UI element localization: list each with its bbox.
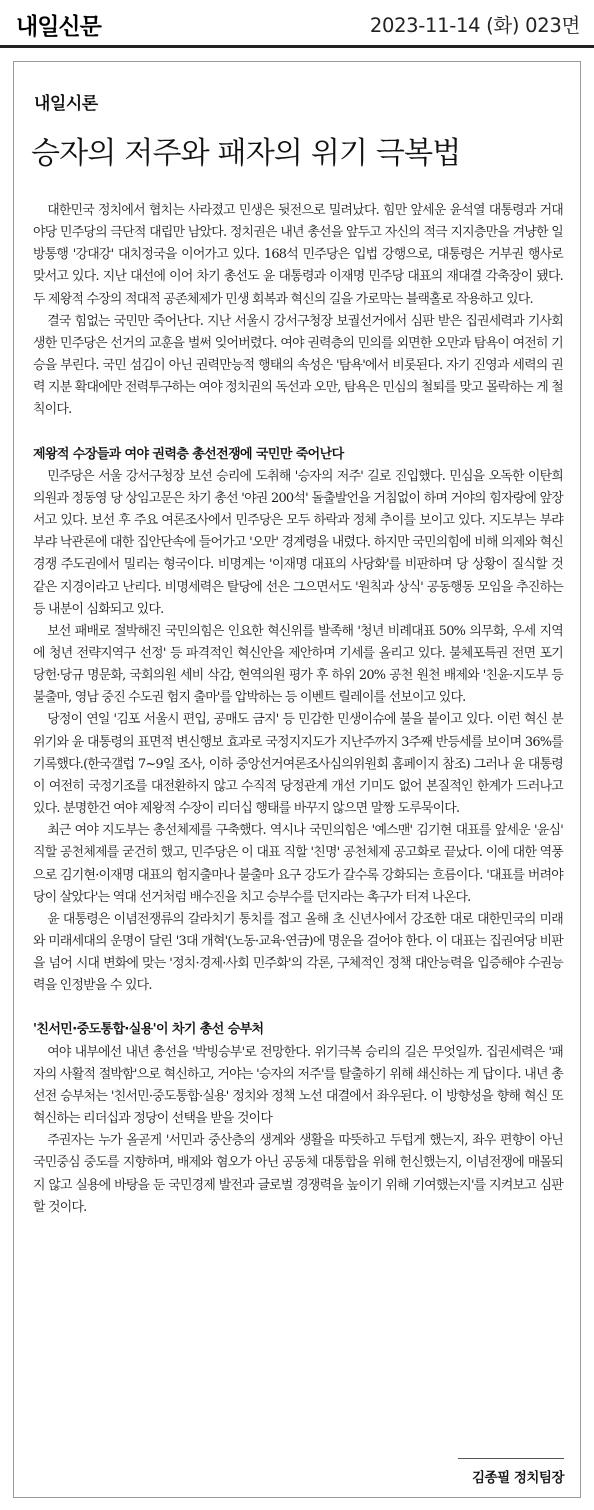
masthead-bar [0,0,594,48]
subheading: 제왕적 수장들과 여야 권력층 총선전쟁에 국민만 죽어난다 [33,446,344,462]
article-body [33,200,563,1219]
paragraph: 주권자는 누가 올곧게 '서민과 중산층의 생계와 생활을 따뜻하고 두텁게 했는지, 좌우 편향이 아닌 국민중심 중도를 지향하며, 배제와 혐오가 아닌 공동체 대통합을 위해 헌신했는지, 이념전쟁에 매몰되지 않고 실용에 바탕을 둔 국민경제 발전과 글로벌 경쟁력을 높이기 위해 기여했는지'를 지켜보고 심판할 것이다. [33,1133,563,1215]
paragraph: 최근 여야 지도부는 총선체제를 구축했다. 역시나 국민의힘은 '예스맨' 김기현 대표를 앞세운 '윤심' 직할 공천체제를 굳건히 했고, 민주당은 이 대표 직할 '친명' 공천체제 공고화로 끝났다. 이에 대한 역풍으로 김기현·이재명 대표의 험지출마나 불출마 요구 강도가 갈수록 강화되는 흐름이다. '대표를 버려야 당이 살았다'는 역대 선거처럼 배수진을 치고 승부수를 던지라는 촉구가 터져 나온다. [33,823,563,905]
paragraph: 당정이 연일 '김포 서울시 편입, 공매도 금지' 등 민감한 민생이슈에 불을 붙이고 있다. 이런 혁신 분위기와 윤 대통령의 표면적 변신행보 효과로 국정지지도가 지난주까지 3주째 반등세를 보이며 36%를 기록했다.(한국갤럽 7~9일 조사, 이하 중앙선거여론조사심의위원회 홈페이지 참조) 그러나 윤 대통령이 여전히 국정기조를 대전환하지 않고 수직적 당정관계 개선 기미도 없어 본질적인 한계가 드러나고 있다. 분명한건 여야 제왕적 수장이 리더십 행태를 바꾸지 않으면 말짱 도루묵이다. [33,712,563,817]
paragraph: 결국 힘없는 국민만 죽어난다. 지난 서울시 강서구청장 보궐선거에서 심판 받은 집권세력과 기사회생한 민주당은 선거의 교훈을 벌써 잊어버렸다. 여야 권력층의 민의를 외면한 오만과 탐욕이 여전히 기승을 부린다. 국민 섬김이 아닌 권력만능적 행태의 속성은 '탐욕'에서 비롯된다. 자기 진영과 세력의 권력 지분 확대에만 전력투구하는 여야 정치권의 독선과 오만, 탐욕은 민심의 철퇴를 맞고 몰락하는 게 철칙이다. [33,313,564,418]
section-label: 내일시론 [34,94,98,114]
paragraph: 대한민국 정치에서 협치는 사라졌고 민생은 뒷전으로 밀려났다. 힘만 앞세운 윤석열 대통령과 거대야당 민주당의 극단적 대립만 남았다. 정치권은 내년 총선을 앞두고 자신의 적극 지지층만을 겨냥한 일방통행 '강대강' 대치정국을 이어가고 있다. 168석 민주당은 입법 강행으로, 대통령은 거부권 행사로 맞서고 있다. 지난 대선에 이어 차기 총선도 윤 대통령과 이재명 민주당 대표의 재대결 각축장이 됐다. 두 제왕적 수장의 적대적 공존체제가 민생 회복과 혁신의 길을 가로막는 블랙홀로 작용하고 있다. [33,203,563,307]
paragraph: 민주당은 서울 강서구청장 보선 승리에 도취해 '승자의 저주' 길로 진입했다. 민심을 오독한 이탄희 의원과 정동영 당 상임고문은 차기 총선 '야권 200석' 돌출발언을 거침없이 하며 거야의 힘자랑에 앞장서고 있다. 보선 후 주요 여론조사에서 민주당은 모두 하락과 정체 추이를 보이고 있다. 지도부는 부랴부랴 낙관론에 대한 집안단속에 들어가고 '오만' 경계령을 내렸다. 하지만 국민의힘에 비해 의제와 혁신 경쟁 주도권에서 밀리는 형국이다. 비명계는 '이재명 대표의 사당화'를 비판하며 당 상황이 질식할 것 같은 지경이라고 난리다. 비명세력은 탈당에 선은 그으면서도 '원칙과 상식' 공동행동 모임을 추진하는 등 내분이 심화되고 있다. [33,468,563,617]
article-headline: 승자의 저주와 패자의 위기 극복법 [31,136,461,171]
publication-logo: 내일신문 [16,14,101,40]
author-byline: 김종필 정치팀장 [472,1470,564,1486]
paragraph: 여야 내부에선 내년 총선을 '박빙승부'로 전망한다. 위기극복 승리의 길은 무엇일까. 집권세력은 '패자의 사활적 절박함'으로 혁신하고, 거야는 '승자의 저주'를 탈출하기 위해 쇄신하는 게 답이다. 내년 총선전 승부처는 '친서민·중도통합·실용' 정치와 정책 노선 대결에서 좌우된다. 이 방향성을 향해 혁신 또 혁신하는 리더십과 정당이 선택을 받을 것이다 [33,1044,563,1127]
byline-divider [458,1458,564,1459]
paragraph: 보선 패배로 절박해진 국민의힘은 인요한 혁신위를 발족해 '청년 비례대표 50% 의무화, 우세 지역에 청년 전략지역구 선정' 등 파격적인 혁신안을 제안하며 기세를 올리고 있다. 불체포특권 전면 포기 당헌·당규 명문화, 국회의원 세비 삭감, 현역의원 평가 후 하위 20% 공천 원천 배제와 '친윤·지도부 등 불출마, 영남 중진 수도권 험지 출마'를 압박하는 등 이벤트 릴레이를 선보이고 있다. [33,623,563,706]
subheading: '친서민·중도통합·실용'이 차기 총선 승부처 [33,1022,264,1038]
paragraph: 윤 대통령은 이념전쟁류의 갈라치기 통치를 접고 올해 초 신년사에서 강조한 대로 대한민국의 미래와 미래세대의 운명이 달린 '3대 개혁'(노동·교육·연금)에 명운을 걸어야 한다. 이 대표는 집권여당 비판을 넘어 시대 변화에 맞는 '정치·경제·사회 민주화'의 각론, 구체적인 정책 대안능력을 입증해야 수권능력을 인정받을 수 있다. [33,911,563,994]
issue-dateline: 2023-11-14 (화) 023면 [369,14,580,37]
